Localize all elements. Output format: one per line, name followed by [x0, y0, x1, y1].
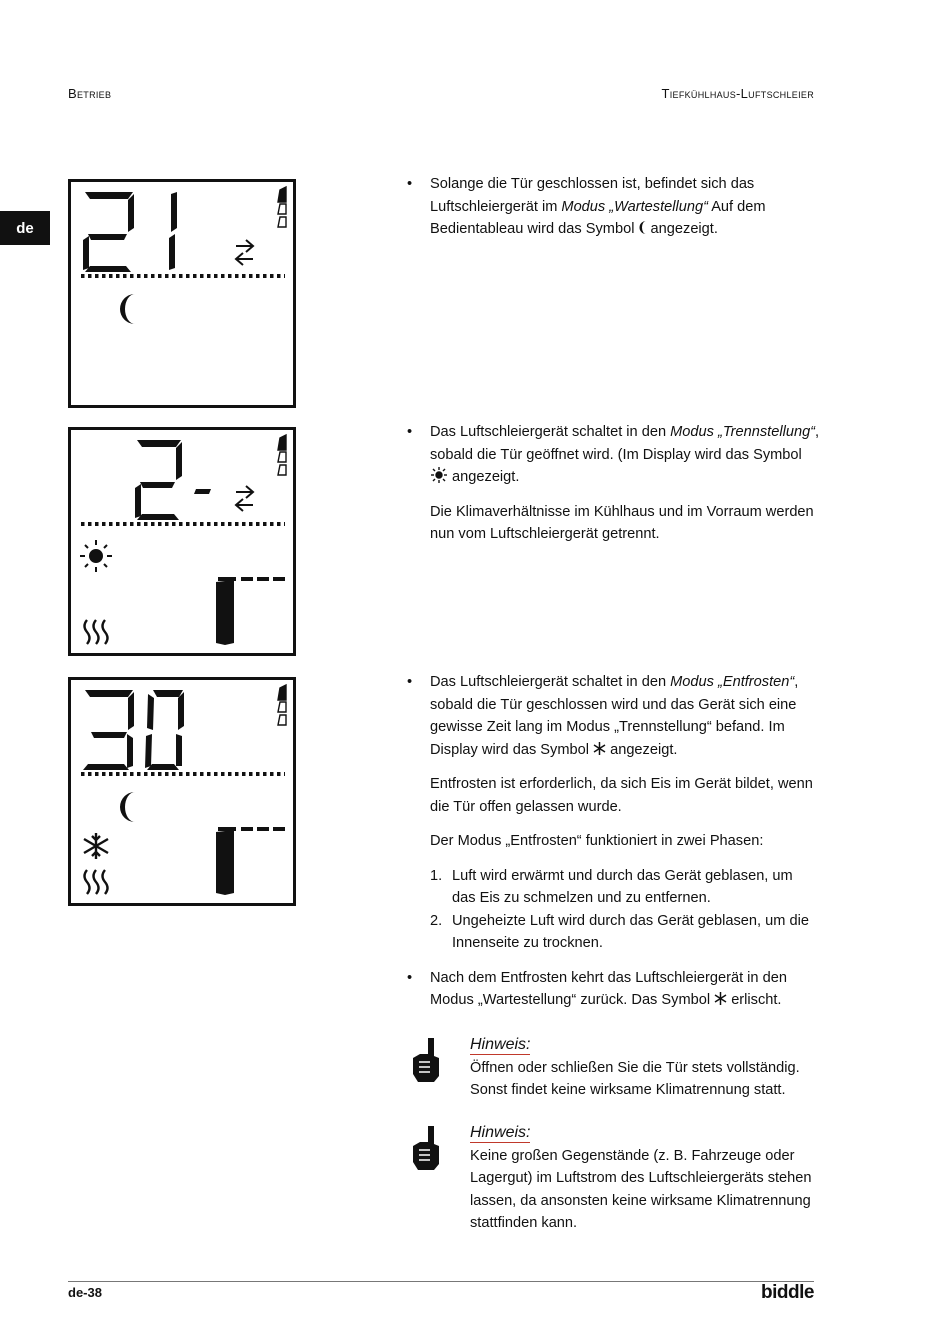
snowflake-icon: [84, 833, 108, 859]
moon-icon: [639, 221, 647, 234]
bullet-return: [405, 967, 820, 1012]
bullet-separation: [405, 421, 820, 489]
mode-name: Modus „Trennstellung“: [670, 424, 816, 440]
page-number: de-38: [68, 1285, 102, 1300]
display-defrost: [68, 677, 296, 906]
note-text: Keine großen Gegenstände (z. B. Fahrzeuge oder Lagergut) im Luftstrom des Luftschleiergeräts stehen lassen, da ansonsten keine wirksame Klimatrennung stattfinden kann.: [470, 1147, 812, 1231]
section-defrost-text: [405, 671, 820, 1012]
seven-segment-digits: [83, 690, 184, 770]
mode-name: Modus „Entfrosten“: [670, 674, 795, 690]
display-separation: [68, 427, 296, 656]
text-span: , sobald die Tür geschlossen wird und das Gerät sich eine gewisse Zeit lang im Modus „Trennstellung“ befand. Im Display wird das Symbol: [430, 674, 799, 758]
paragraph: Die Klimaverhältnisse im Kühlhaus und im Vorraum werden nun vom Luftschleiergerät getrennt.: [430, 503, 814, 542]
snowflake-icon: [593, 742, 606, 755]
fan-bar-icon: [216, 827, 285, 895]
step-number: 2.: [430, 912, 443, 929]
pointing-hand-icon: [410, 1036, 442, 1084]
text-span: erlischt.: [727, 992, 782, 1008]
heat-waves-icon: [85, 620, 108, 644]
heat-waves-icon: [85, 870, 108, 894]
text-span: Solange die Tür geschlossen ist, befindet sich das Luftschleiergerät im: [430, 176, 755, 215]
header-section: Betrieb: [68, 86, 112, 101]
note-2: [410, 1122, 830, 1235]
step-text: Luft wird erwärmt und durch das Gerät geblasen, um das Eis zu schmelzen und zu entfernen.: [452, 867, 793, 906]
level-indicator-icon: [278, 685, 286, 725]
step-number: 1.: [430, 867, 443, 884]
note-text: Öffnen oder schließen Sie die Tür stets vollständig. Sonst findet keine wirksame Klimatrennung statt.: [470, 1059, 800, 1098]
text-span: angezeigt.: [646, 221, 718, 237]
pointing-hand-icon: [410, 1124, 442, 1172]
text-span: Nach dem Entfrosten kehrt das Luftschleiergerät in den Modus „Wartestellung“ zurück. Das Symbol: [430, 969, 787, 1008]
note-title: Hinweis:: [470, 1036, 531, 1053]
swap-arrows-icon: [236, 486, 253, 511]
footer-divider: [68, 1281, 814, 1282]
steps-list: [405, 865, 820, 955]
level-indicator-icon: [278, 435, 286, 475]
moon-icon: [120, 792, 135, 822]
sun-icon: [430, 467, 448, 483]
bullet-standby: [405, 173, 820, 241]
list-item: [405, 865, 820, 910]
seven-segment-digits: [135, 440, 211, 520]
text-span: Das Luftschleiergerät schaltet in den: [430, 674, 671, 690]
step-text: Ungeheizte Luft wird durch das Gerät geblasen, um die Innenseite zu trocknen.: [452, 912, 809, 951]
paragraph: Entfrosten ist erforderlich, da sich Eis im Gerät bildet, wenn die Tür offen gelassen wurde.: [430, 776, 813, 815]
paragraph: Der Modus „Entfrosten“ funktioniert in zwei Phasen:: [430, 833, 764, 849]
language-tab: de: [0, 211, 50, 245]
text-span: angezeigt.: [448, 469, 520, 485]
snowflake-icon: [714, 992, 727, 1005]
level-indicator-icon: [278, 187, 286, 227]
mode-name: Modus „Wartestellung“: [561, 198, 708, 215]
section-separation-text: [405, 421, 820, 546]
swap-arrows-icon: [236, 240, 253, 265]
seven-segment-digits: [83, 192, 177, 272]
brand-logo: biddle: [761, 1282, 814, 1303]
text-span: Das Luftschleiergerät schaltet in den: [430, 424, 671, 440]
header-title: Tiefkühlhaus-Luftschleier: [661, 86, 814, 101]
section-standby-text: [405, 173, 820, 241]
text-span: Auf dem Bedientableau wird das Symbol: [430, 198, 766, 237]
sun-icon: [80, 540, 112, 572]
bullet-defrost: [405, 671, 820, 761]
note-title: Hinweis:: [470, 1124, 531, 1141]
moon-icon: [120, 294, 135, 324]
note-1: [410, 1034, 830, 1102]
list-item: [405, 910, 820, 955]
text-span: , sobald die Tür geöffnet wird. (Im Display wird das Symbol: [430, 424, 820, 463]
text-span: angezeigt.: [606, 741, 678, 758]
display-standby: [68, 179, 296, 408]
fan-bar-icon: [216, 577, 285, 645]
